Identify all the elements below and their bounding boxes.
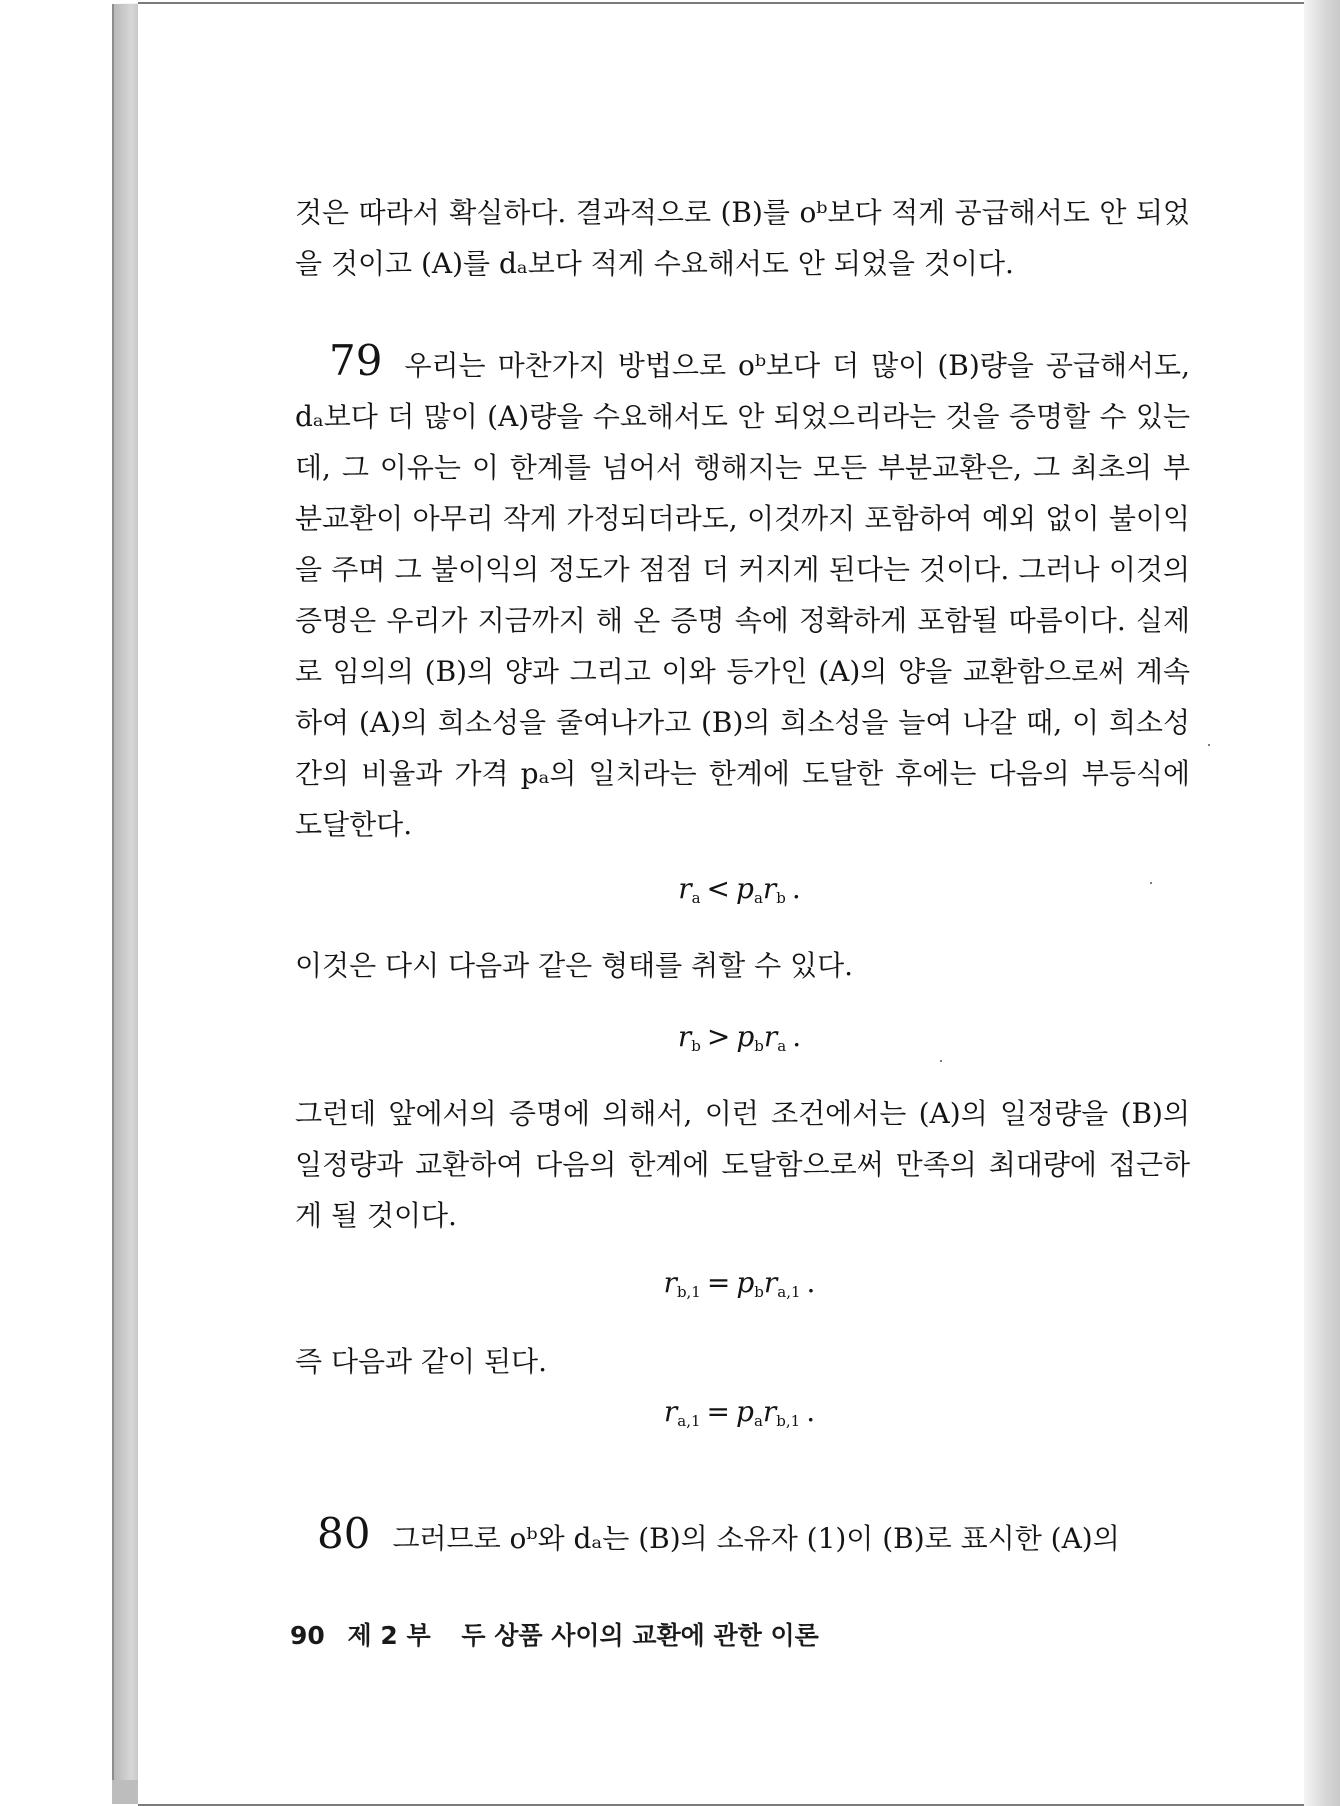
paragraph-intro: 것은 따라서 확실하다. 결과적으로 (B)를 oᵇ보다 적게 공급해서도 안 되었을 것이고 (A)를 dₐ보다 적게 수요해서도 안 되었을 것이다. xyxy=(295,196,1190,280)
paragraph-number-79: 79 xyxy=(329,336,383,385)
footer-title: 두 상품 사이의 교환에 관한 이론 xyxy=(461,1621,819,1650)
scan-speck xyxy=(940,1060,942,1062)
paragraph-after-eq1: 이것은 다시 다음과 같은 형태를 취할 수 있다. xyxy=(295,949,854,982)
paragraph-after-eq2: 그런데 앞에서의 증명에 의해서, 이런 조건에서는 (A)의 일정량을 (B)의 일정량과 교환하여 다음의 한계에 도달함으로써 만족의 최대량에 접근하게 될 것이다. xyxy=(295,1097,1190,1232)
equation-3: $r_{b,1} = p_br_{a,1}$ . xyxy=(663,1266,816,1301)
scan-speck xyxy=(1208,744,1210,746)
footer-part: 제 2 부 xyxy=(347,1621,431,1650)
paragraph-after-eq3: 즉 다음과 같이 된다. xyxy=(295,1345,547,1378)
page-number: 90 xyxy=(290,1621,325,1650)
paragraph-number-80: 80 xyxy=(317,1509,371,1558)
equation-2: $r_b > p_br_a$ . xyxy=(677,1020,802,1055)
equation-1: $r_a < p_ar_b$ . xyxy=(678,872,801,907)
paragraph-79 xyxy=(295,335,1190,850)
paragraph-79-text: 우리는 마찬가지 방법으로 oᵇ보다 더 많이 (B)량을 공급해서도, dₐ보다 더 많이 (A)량을 수요해서도 안 되었으리라는 것을 증명할 수 있는데, 그 이유는 이 한계를 넘어서 행해지는 모든 부분교환은, 그 최초의 부분교환이 아무리 작게 가정되더라도, 이것까지 포함하여 예외 없이 불이익을 주며 그 불이익의 정도가 점점 더 커지게 된다는 것이다. 그러나 이것의 증명은 우리가 지금까지 해 온 증명 속에 정확하게 포함될 따름이다. 실제로 임의의 (B)의 양과 그리고 이와 등가인 (A)의 양을 교환함으로써 계속하여 (A)의 희소성을 줄여나가고 (B)의 희소성을 늘여 나갈 때, 이 희소성간의 비율과 가격 pₐ의 일치라는 한계에 도달한 후에는 다음의 부등식에 도달한다. xyxy=(295,349,1190,841)
paragraph-80 xyxy=(295,1508,1190,1564)
equation-4: $r_{a,1} = p_ar_{b,1}$ . xyxy=(663,1395,816,1430)
paragraph-80-text: 그러므로 oᵇ와 dₐ는 (B)의 소유자 (1)이 (B)로 표시한 (A)의 xyxy=(392,1522,1120,1555)
page-edge-shadow xyxy=(1304,0,1340,1806)
page-footer xyxy=(290,1616,819,1652)
scan-speck xyxy=(1150,882,1152,884)
